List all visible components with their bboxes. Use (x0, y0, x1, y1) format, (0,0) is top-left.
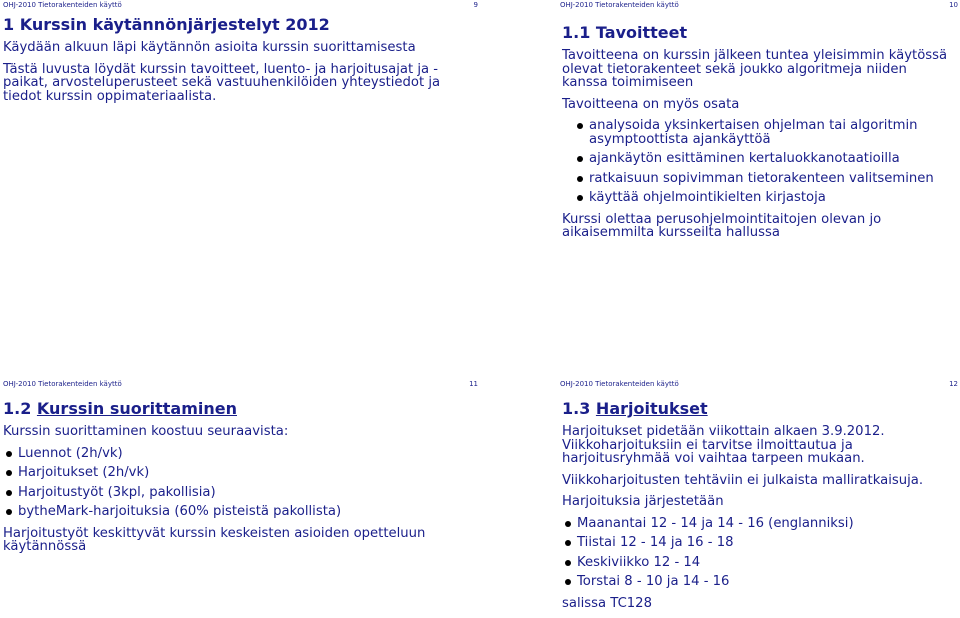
list-item: käyttää ohjelmointikielten kirjastoja (574, 191, 956, 205)
list-item: ratkaisuun sopivimman tietorakenteen valitseminen (574, 172, 956, 186)
bullet-list (574, 119, 956, 205)
course-name: OHJ-2010 Tietorakenteiden käyttö (3, 380, 122, 388)
paragraph: salissa TC128 (562, 595, 652, 611)
slide-9 (0, 0, 480, 302)
slide-title: 1.3 Harjoitukset (562, 399, 708, 418)
bullet-icon (577, 123, 583, 129)
page-number: 12 (949, 380, 958, 388)
bullet-icon (577, 176, 583, 182)
paragraph: Harjoitukset pidetään viikottain alkaen 3.9.2012. Viikkoharjoituksiin ei tarvitse ilmoittautua ja harjoitusryhmää voi vaihtaa tarpeen mukaan. (562, 424, 885, 466)
bullet-icon (577, 195, 583, 201)
bullet-icon (6, 451, 12, 457)
paragraph: Kurssin suorittaminen koostuu seuraavista: (3, 424, 289, 439)
list-item: Harjoitukset (2h/vk) (3, 466, 462, 480)
paragraph: Käydään alkuun läpi käytännön asioita kurssin suorittamisesta (3, 40, 416, 55)
bullet-icon (577, 156, 583, 162)
list-item: Luennot (2h/vk) (3, 447, 462, 461)
list-item: bytheMark-harjoituksia (60% pisteistä pakollista) (3, 505, 462, 519)
page-number: 10 (949, 1, 958, 9)
slide-header (0, 380, 480, 390)
bullet-icon (565, 521, 571, 527)
bullet-icon (6, 509, 12, 515)
bullet-icon (6, 490, 12, 496)
page-number: 9 (473, 1, 478, 9)
paragraph: Tavoitteena on myös osata (562, 96, 740, 112)
slide-title: 1.2 Kurssin suorittaminen (3, 399, 237, 418)
course-name: OHJ-2010 Tietorakenteiden käyttö (560, 380, 679, 388)
page-number: 11 (469, 380, 478, 388)
slide-10 (480, 0, 960, 302)
bullet-icon (6, 470, 12, 476)
paragraph: Kurssi olettaa perusohjelmointitaitojen olevan jo aikaisemmilta kursseilta hallussa (562, 211, 882, 240)
slide-title: 1 Kurssin käytännönjärjestelyt 2012 (3, 15, 330, 34)
slide-12 (480, 302, 960, 611)
paragraph: Tästä luvusta löydät kurssin tavoitteet, luento- ja harjoitusajat ja -paikat, arvosteluperusteet sekä vastuuhenkilöiden yhteystiedot ja tiedot kurssin oppimateriaalista. (3, 61, 441, 104)
list-item: Harjoitustyöt (3kpl, pakollisia) (3, 486, 462, 500)
bullet-icon (565, 560, 571, 566)
bullet-list (3, 447, 462, 519)
course-name: OHJ-2010 Tietorakenteiden käyttö (3, 1, 122, 9)
slide-header (480, 380, 960, 390)
list-item: Keskiviikko 12 - 14 (562, 556, 956, 570)
slide-header (480, 1, 960, 11)
slide-title: 1.1 Tavoitteet (562, 23, 688, 42)
bullet-list (562, 517, 956, 589)
bullet-icon (565, 579, 571, 585)
course-name: OHJ-2010 Tietorakenteiden käyttö (560, 1, 679, 9)
list-item: analysoida yksinkertaisen ohjelman tai algoritmin asymptoottista ajankäyttöä (574, 119, 956, 146)
paragraph: Viikkoharjoitusten tehtäviin ei julkaista malliratkaisuja. (562, 472, 924, 488)
paragraph: Tavoitteena on kurssin jälkeen tuntea yleisimmin käytössä olevat tietorakenteet sekä joukko algoritmeja niiden kanssa toimimiseen (562, 48, 948, 90)
paragraph: Harjoituksia järjestetään (562, 494, 724, 509)
paragraph: Harjoitustyöt keskittyvät kurssin keskeisten asioiden opetteluun käytännössä (3, 525, 426, 554)
list-item: Tiistai 12 - 14 ja 16 - 18 (562, 536, 956, 550)
slide-11 (0, 302, 480, 604)
list-item: Torstai 8 - 10 ja 14 - 16 (562, 575, 956, 589)
bullet-icon (565, 540, 571, 546)
slide-header (0, 1, 480, 11)
list-item: ajankäytön esittäminen kertaluokkanotaatioilla (574, 152, 956, 166)
list-item: Maanantai 12 - 14 ja 14 - 16 (englanniksi) (562, 517, 956, 531)
